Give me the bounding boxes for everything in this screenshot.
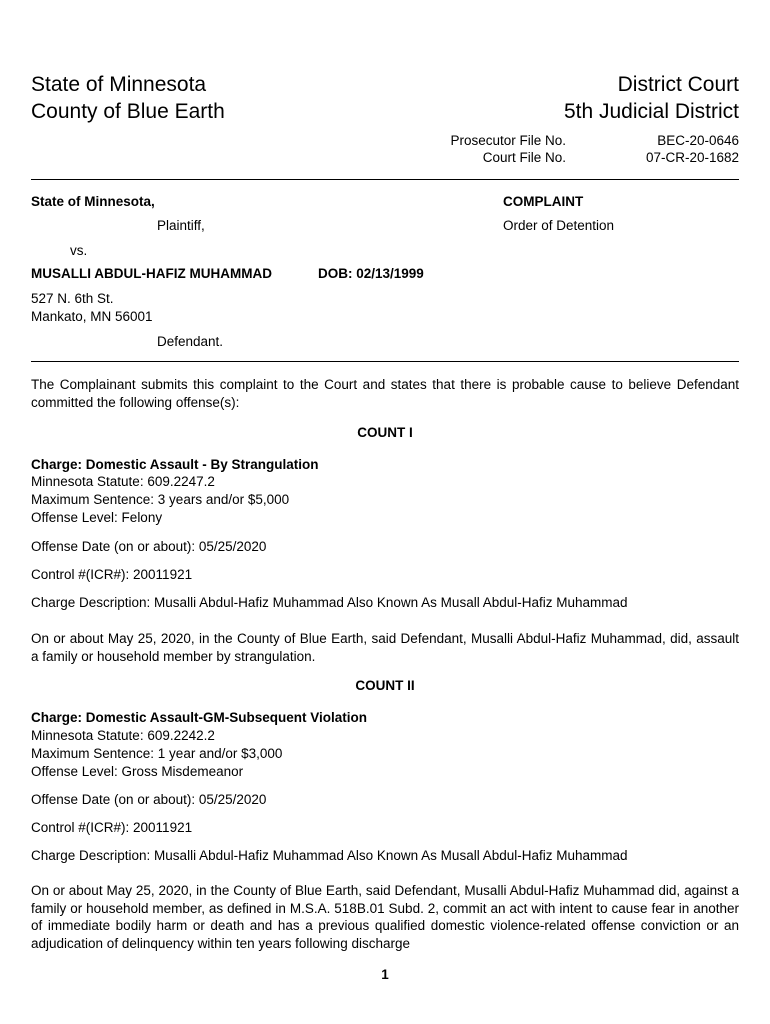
plaintiff-name: State of Minnesota, (31, 194, 155, 209)
count-1-max-sentence: Maximum Sentence: 3 years and/or $5,000 (31, 492, 290, 507)
count-1-description: Charge Description: Musalli Abdul-Hafiz Muhammad Also Known As Musall Abdul-Hafiz Muhammad (31, 595, 628, 610)
court-file-label: Court File No. (482, 150, 566, 165)
header-divider (31, 179, 739, 180)
defendant-address-line1: 527 N. 6th St. (31, 291, 114, 306)
count-2-level: Offense Level: Gross Misdemeanor (31, 764, 244, 779)
count-1-charge: Charge: Domestic Assault - By Strangulation (31, 457, 319, 472)
count-2-max-sentence: Maximum Sentence: 1 year and/or $3,000 (31, 746, 283, 761)
state-heading: State of Minnesota (31, 73, 207, 96)
count-2-control: Control #(ICR#): 20011921 (31, 820, 193, 835)
count-1-statute: Minnesota Statute: 609.2247.2 (31, 474, 215, 489)
count-1-narrative: On or about May 25, 2020, in the County of Blue Earth, said Defendant, Musalli Abdul-Hafiz Muhammad, did, assault a family or household member by strangulation. (31, 631, 739, 664)
intro-paragraph: The Complainant submits this complaint to the Court and states that there is probable cause to believe Defendant committed the following offense(s): (31, 377, 739, 410)
count-1-control: Control #(ICR#): 20011921 (31, 567, 193, 582)
count-2-title: COUNT II (355, 678, 415, 693)
court-file-value: 07-CR-20-1682 (645, 150, 739, 165)
count-2-date: Offense Date (on or about): 05/25/2020 (31, 792, 267, 807)
count-2-description: Charge Description: Musalli Abdul-Hafiz Muhammad Also Known As Musall Abdul-Hafiz Muhammad (31, 848, 628, 863)
count-2-charge: Charge: Domestic Assault-GM-Subsequent Violation (31, 710, 368, 725)
court-heading: District Court (617, 73, 739, 96)
prosecutor-file-label: Prosecutor File No. (450, 133, 566, 148)
district-heading: 5th Judicial District (563, 100, 739, 123)
defendant-dob: DOB: 02/13/1999 (318, 266, 424, 281)
count-1-level: Offense Level: Felony (31, 510, 163, 525)
defendant-name: MUSALLI ABDUL-HAFIZ MUHAMMAD (31, 266, 272, 281)
defendant-role: Defendant. (157, 334, 224, 349)
versus-label: vs. (70, 243, 88, 258)
plaintiff-role: Plaintiff, (157, 218, 205, 233)
count-2-narrative: On or about May 25, 2020, in the County of Blue Earth, said Defendant, Musalli Abdul-Hafiz Muhammad did, against a family or household member, as defined in M.S.A. 518B.01 Subd. 2, commit an act with intent to cause fear in another of immediate bodily harm or death and has a previous qualified domestic violence-related offense conviction or an adjudication of delinquency within ten years following discharge (31, 883, 739, 951)
count-1-date: Offense Date (on or about): 05/25/2020 (31, 539, 267, 554)
prosecutor-file-value: BEC-20-0646 (657, 133, 739, 148)
document-subtype: Order of Detention (503, 218, 615, 233)
caption-divider (31, 361, 739, 362)
defendant-address-line2: Mankato, MN 56001 (31, 309, 153, 324)
count-2-statute: Minnesota Statute: 609.2242.2 (31, 728, 215, 743)
county-heading: County of Blue Earth (31, 100, 225, 123)
count-1-title: COUNT I (357, 425, 413, 440)
page-number: 1 (381, 967, 389, 982)
document-type: COMPLAINT (503, 194, 584, 209)
